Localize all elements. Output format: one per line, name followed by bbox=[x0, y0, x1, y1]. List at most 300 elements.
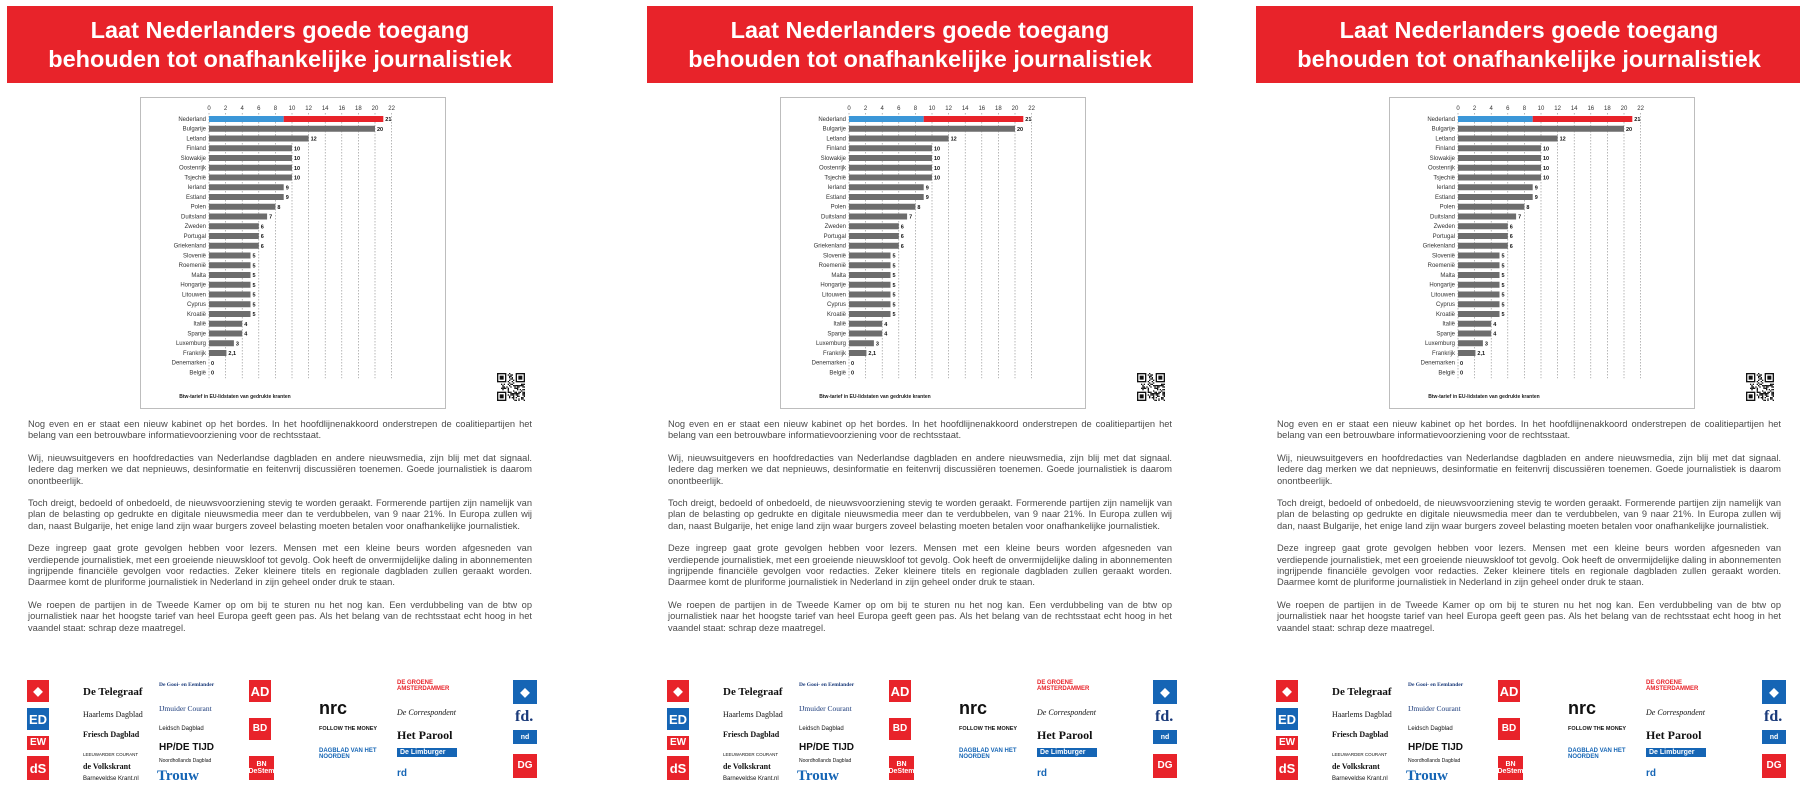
logo-fd: fd. bbox=[515, 708, 534, 725]
x-tick-label: 8 bbox=[1522, 106, 1527, 112]
bar bbox=[849, 184, 924, 190]
x-tick-label: 14 bbox=[321, 106, 329, 112]
logo-blue-crest: ◆ bbox=[1153, 680, 1177, 704]
category-label: Frankrijk bbox=[182, 350, 206, 357]
value-label: 9 bbox=[1534, 185, 1538, 192]
logo-leeuwarder-courant: LEEUWARDER COURANT bbox=[83, 752, 139, 757]
value-label: 10 bbox=[934, 146, 941, 153]
value-label: 5 bbox=[1501, 302, 1505, 309]
logo-blue-crest: ◆ bbox=[1762, 680, 1786, 704]
bar bbox=[209, 165, 292, 171]
qr-code-icon bbox=[497, 373, 525, 401]
logo-barneveldse-krant: Barneveldse Krant.nl bbox=[1332, 776, 1388, 782]
bar bbox=[1458, 292, 1500, 298]
category-label: Oostenrijk bbox=[818, 165, 846, 172]
category-label: Denemarken bbox=[811, 360, 846, 367]
value-label: 6 bbox=[1509, 234, 1513, 240]
category-label: Letland bbox=[826, 136, 846, 143]
x-tick-label: 20 bbox=[1620, 106, 1628, 112]
article-body bbox=[668, 419, 1172, 645]
category-label: Frankrijk bbox=[1431, 350, 1455, 357]
logo-ew: EW bbox=[667, 736, 689, 750]
category-label: Duitsland bbox=[1429, 214, 1455, 221]
logo-het-parool: Het Parool bbox=[1037, 728, 1093, 742]
bar bbox=[209, 214, 267, 220]
value-label: 3 bbox=[235, 341, 239, 348]
logo-leidsch-dagblad: Leidsch Dagblad bbox=[1408, 726, 1453, 732]
bar bbox=[1458, 126, 1624, 132]
value-label: 10 bbox=[1543, 146, 1550, 153]
value-label: 20 bbox=[1017, 126, 1024, 133]
x-tick-label: 10 bbox=[288, 106, 296, 112]
value-label: 6 bbox=[900, 234, 904, 240]
bar bbox=[1458, 331, 1491, 337]
headline-line-2: behouden tot onafhankelijke journalistiek bbox=[1297, 45, 1761, 72]
category-label: Zweden bbox=[184, 224, 206, 231]
bar bbox=[209, 233, 259, 239]
logo-nrc: nrc bbox=[959, 698, 988, 718]
logo-bd: BD bbox=[1498, 718, 1520, 740]
bar-current-rate bbox=[209, 116, 284, 122]
headline-line-1: Laat Nederlanders goede toegang bbox=[90, 16, 470, 43]
bar bbox=[1458, 214, 1516, 220]
bar bbox=[1458, 194, 1533, 200]
bar bbox=[1458, 243, 1508, 249]
value-label: 5 bbox=[892, 302, 896, 309]
value-label: 10 bbox=[294, 156, 301, 162]
value-label: 5 bbox=[252, 302, 256, 309]
logo-ds: dS bbox=[667, 756, 689, 780]
bar bbox=[209, 311, 251, 317]
bar bbox=[849, 155, 932, 161]
x-tick-label: 10 bbox=[928, 106, 936, 112]
logo-friesch-dagblad: Friesch Dagblad bbox=[1332, 730, 1389, 739]
value-label: 10 bbox=[1543, 156, 1550, 162]
logo-ad: AD bbox=[889, 680, 911, 702]
bar bbox=[1458, 136, 1558, 142]
bar bbox=[849, 340, 874, 346]
bar bbox=[849, 126, 1015, 132]
category-label: Frankrijk bbox=[822, 350, 846, 357]
x-tick-label: 8 bbox=[273, 106, 278, 112]
article-paragraph-4: Deze ingreep gaat grote gevolgen hebben voor lezers. Mensen met een kleine beurs worden afgesneden van verdiepende journalistiek, met een groeiende nieuwskloof tot gevolg. Ook heeft de onvermijdelijke daling in abonnementen ingrijpende financiële gevolgen voor redacties. Zeker kleinere titels en regionale dagbladen zullen geraakt worden. Daarmee komt de pluriforme journalistiek in Nederland in zijn geheel onder druk te staan. bbox=[668, 543, 1172, 588]
bar bbox=[1458, 321, 1491, 327]
category-label: België bbox=[1438, 370, 1455, 377]
category-label: Slowakije bbox=[820, 155, 846, 162]
logo-ew: EW bbox=[1276, 736, 1298, 750]
value-label: 6 bbox=[260, 243, 264, 250]
bar bbox=[849, 350, 866, 356]
logo-follow-the-money: FOLLOW THE MONEY bbox=[959, 726, 1018, 732]
headline-line-1: Laat Nederlanders goede toegang bbox=[730, 16, 1110, 43]
category-label: Bulgarije bbox=[822, 126, 846, 133]
bar bbox=[849, 204, 915, 210]
logo-telegraaf: De Telegraaf bbox=[83, 686, 143, 698]
logo-dg: DG bbox=[1762, 754, 1786, 778]
article-paragraph-5: We roepen de partijen in de Tweede Kamer op om bij te sturen nu het nog kan. Een verdubbeling van de btw op journalistiek naar het hoogste tarief van heel Europa geeft geen pas. Als het belang van de rechtsstaat echt hoog in het vaandel staat: schrap deze maatregel. bbox=[28, 599, 532, 633]
category-label: Zweden bbox=[1433, 224, 1455, 231]
value-label: 8 bbox=[917, 204, 921, 211]
bar bbox=[1458, 262, 1500, 268]
logo-red-crest: ◆ bbox=[27, 680, 49, 702]
bar bbox=[209, 350, 226, 356]
value-label: 12 bbox=[1559, 136, 1566, 143]
logo-gooi-eemlander: De Gooi- en Eemlander bbox=[799, 682, 855, 688]
logo-volkskrant: de Volkskrant bbox=[83, 762, 131, 771]
logo-telegraaf: De Telegraaf bbox=[723, 686, 783, 698]
category-label: Spanje bbox=[827, 331, 846, 338]
bar bbox=[209, 243, 259, 249]
category-label: Griekenland bbox=[1422, 243, 1455, 250]
logo-dagblad-van-het-noorden: DAGBLAD VAN HET NOORDEN bbox=[959, 748, 1017, 761]
logo-limburger: De Limburger bbox=[397, 748, 457, 757]
x-tick-label: 18 bbox=[355, 106, 362, 112]
bar bbox=[849, 321, 882, 327]
category-label: Portugal bbox=[183, 233, 206, 240]
logo-haarlems-dagblad: Haarlems Dagblad bbox=[1332, 710, 1392, 719]
category-label: Polen bbox=[190, 204, 206, 211]
logo-groene-amsterdammer: DE GROENE AMSTERDAMMER bbox=[1646, 680, 1699, 693]
x-tick-label: 4 bbox=[1489, 106, 1493, 112]
category-label: Ierland bbox=[187, 185, 206, 192]
category-label: Cyprus bbox=[826, 302, 846, 309]
ad-panel-3 bbox=[1256, 0, 1800, 800]
value-label: 7 bbox=[269, 214, 273, 221]
bar bbox=[209, 145, 292, 151]
x-tick-label: 8 bbox=[913, 106, 918, 112]
bar bbox=[849, 262, 891, 268]
logo-red-crest: ◆ bbox=[1276, 680, 1298, 702]
logo-rd: rd bbox=[1646, 768, 1656, 779]
article-paragraph-2: Wij, nieuwsuitgevers en hoofdredacties van Nederlandse dagbladen en andere nieuwsmedia, zijn blij met dat signaal. Iedere dag merken we dat nepnieuws, desinformatie en feitenvrij discussiëren toenemen. Goede journalistiek is daarom onontbeerlijk. bbox=[1277, 452, 1781, 486]
category-label: Slowakije bbox=[180, 155, 206, 162]
bar bbox=[209, 136, 309, 142]
logo-dagblad-van-het-noorden: DAGBLAD VAN HET NOORDEN bbox=[319, 748, 377, 761]
category-label: Portugal bbox=[823, 233, 846, 240]
value-label: 5 bbox=[1501, 292, 1505, 299]
article-paragraph-5: We roepen de partijen in de Tweede Kamer op om bij te sturen nu het nog kan. Een verdubbeling van de btw op journalistiek naar het hoogste tarief van heel Europa geeft geen pas. Als het belang van de rechtsstaat echt hoog in het vaandel staat: schrap deze maatregel. bbox=[668, 599, 1172, 633]
x-tick-label: 12 bbox=[305, 106, 312, 112]
x-tick-label: 22 bbox=[1637, 106, 1644, 112]
bar bbox=[1458, 165, 1541, 171]
bar bbox=[1458, 233, 1508, 239]
bar-planned-increase bbox=[1533, 116, 1633, 122]
bar bbox=[849, 311, 891, 317]
value-label: 5 bbox=[252, 273, 256, 279]
bar bbox=[1458, 155, 1541, 161]
article-paragraph-2: Wij, nieuwsuitgevers en hoofdredacties van Nederlandse dagbladen en andere nieuwsmedia, zijn blij met dat signaal. Iedere dag merken we dat nepnieuws, desinformatie en feitenvrij discussiëren toenemen. Goede journalistiek is daarom onontbeerlijk. bbox=[28, 452, 532, 486]
logo-correspondent: De Correspondent bbox=[1646, 708, 1706, 717]
logo-het-parool: Het Parool bbox=[397, 728, 453, 742]
logo-trouw: Trouw bbox=[1406, 768, 1448, 784]
logo-volkskrant: de Volkskrant bbox=[723, 762, 771, 771]
value-label: 2,1 bbox=[228, 351, 237, 357]
bar bbox=[209, 321, 242, 327]
logo-leidsch-dagblad: Leidsch Dagblad bbox=[799, 726, 844, 732]
x-tick-label: 14 bbox=[1570, 106, 1578, 112]
bar bbox=[1458, 253, 1500, 259]
article-paragraph-2: Wij, nieuwsuitgevers en hoofdredacties van Nederlandse dagbladen en andere nieuwsmedia, zijn blij met dat signaal. Iedere dag merken we dat nepnieuws, desinformatie en feitenvrij discussiëren toenemen. Goede journalistiek is daarom onontbeerlijk. bbox=[668, 452, 1172, 486]
logo-ds: dS bbox=[1276, 756, 1298, 780]
bar bbox=[209, 184, 284, 190]
category-label: Italië bbox=[1442, 321, 1455, 328]
category-label: Luxemburg bbox=[175, 341, 206, 348]
value-label: 4 bbox=[1493, 331, 1497, 338]
category-label: Bulgarije bbox=[182, 126, 206, 133]
x-axis-label: Btw-tarief in EU-lidstaten van gedrukte kranten bbox=[819, 394, 931, 400]
x-tick-label: 2 bbox=[1472, 106, 1477, 112]
value-label: 6 bbox=[900, 243, 904, 250]
bar-planned-increase bbox=[924, 116, 1024, 122]
logo-ijmuider-courant: IJmuider Courant bbox=[799, 704, 852, 713]
ad-panel-1 bbox=[7, 0, 563, 800]
value-label: 0 bbox=[211, 360, 215, 367]
x-tick-label: 0 bbox=[207, 106, 211, 112]
bar bbox=[849, 175, 932, 181]
logo-correspondent: De Correspondent bbox=[1037, 708, 1097, 717]
logo-hp-de-tijd: HP/DE TIJD bbox=[1408, 742, 1464, 753]
bar bbox=[209, 301, 251, 307]
value-label: 6 bbox=[1509, 224, 1513, 231]
bar bbox=[849, 194, 924, 200]
value-label: 2,1 bbox=[868, 351, 877, 357]
bar bbox=[209, 223, 259, 229]
value-label: 21 bbox=[1025, 117, 1032, 123]
value-label: 10 bbox=[1543, 175, 1550, 182]
category-label: Nederland bbox=[1427, 116, 1455, 123]
logo-ed: ED bbox=[667, 708, 689, 730]
headline-banner bbox=[647, 6, 1193, 83]
logo-limburger: De Limburger bbox=[1037, 748, 1097, 757]
bar bbox=[1458, 350, 1475, 356]
value-label: 9 bbox=[285, 185, 289, 192]
category-label: Slowakije bbox=[1429, 155, 1455, 162]
bar bbox=[849, 253, 891, 259]
headline-line-2: behouden tot onafhankelijke journalistiek bbox=[48, 45, 512, 72]
x-tick-label: 6 bbox=[257, 106, 261, 112]
value-label: 10 bbox=[294, 175, 301, 182]
value-label: 5 bbox=[1501, 282, 1505, 289]
bar bbox=[849, 223, 899, 229]
category-label: Bulgarije bbox=[1431, 126, 1455, 133]
category-label: Letland bbox=[186, 136, 206, 143]
value-label: 8 bbox=[277, 204, 281, 211]
bar bbox=[209, 155, 292, 161]
value-label: 6 bbox=[900, 224, 904, 231]
category-label: Tsjechië bbox=[184, 175, 206, 182]
logo-haarlems-dagblad: Haarlems Dagblad bbox=[83, 710, 143, 719]
x-tick-label: 6 bbox=[897, 106, 901, 112]
category-label: Litouwen bbox=[821, 292, 846, 299]
bar bbox=[209, 175, 292, 181]
value-label: 9 bbox=[285, 195, 289, 201]
value-label: 0 bbox=[1460, 370, 1464, 377]
value-label: 3 bbox=[875, 341, 879, 348]
category-label: Luxemburg bbox=[815, 341, 846, 348]
value-label: 5 bbox=[892, 263, 896, 270]
headline-line-1: Laat Nederlanders goede toegang bbox=[1339, 16, 1719, 43]
bar bbox=[849, 233, 899, 239]
logo-nrc: nrc bbox=[1568, 698, 1597, 718]
article-paragraph-4: Deze ingreep gaat grote gevolgen hebben voor lezers. Mensen met een kleine beurs worden afgesneden van verdiepende journalistiek, met een groeiende nieuwskloof tot gevolg. Ook heeft de onvermijdelijke daling in abonnementen ingrijpende financiële gevolgen voor redacties. Zeker kleinere titels en regionale dagbladen zullen geraakt worden. Daarmee komt de pluriforme journalistiek in Nederland in zijn geheel onder druk te staan. bbox=[28, 543, 532, 588]
logo-nrc: nrc bbox=[319, 698, 348, 718]
logo-blue-crest: ◆ bbox=[513, 680, 537, 704]
category-label: Portugal bbox=[1432, 233, 1455, 240]
category-label: Estland bbox=[825, 194, 846, 201]
category-label: Litouwen bbox=[1430, 292, 1455, 299]
qr-pattern bbox=[1746, 373, 1774, 401]
bar bbox=[1458, 184, 1533, 190]
x-tick-label: 16 bbox=[978, 106, 986, 112]
value-label: 20 bbox=[377, 126, 384, 133]
value-label: 9 bbox=[925, 195, 929, 201]
logo-noordhollands-dagblad: Noordhollands Dagblad bbox=[159, 758, 212, 764]
x-tick-label: 22 bbox=[388, 106, 395, 112]
bar-current-rate bbox=[849, 116, 924, 122]
category-label: Oostenrijk bbox=[1427, 165, 1455, 172]
category-label: Finland bbox=[1435, 146, 1455, 153]
value-label: 9 bbox=[925, 185, 929, 192]
category-label: Italië bbox=[193, 321, 206, 328]
value-label: 21 bbox=[1634, 117, 1641, 123]
logo-bndestem: BN DeStem bbox=[1498, 756, 1523, 780]
logo-ed: ED bbox=[27, 708, 49, 730]
logo-het-parool: Het Parool bbox=[1646, 728, 1702, 742]
logo-fd: fd. bbox=[1764, 708, 1783, 725]
bar bbox=[1458, 282, 1500, 288]
logo-groene-amsterdammer: DE GROENE AMSTERDAMMER bbox=[1037, 680, 1090, 693]
bar bbox=[209, 340, 234, 346]
category-label: Griekenland bbox=[173, 243, 206, 250]
vat-bar-chart bbox=[1390, 98, 1694, 408]
bar bbox=[849, 292, 891, 298]
publisher-logos bbox=[667, 680, 1177, 790]
value-label: 5 bbox=[1501, 253, 1505, 260]
value-label: 0 bbox=[851, 370, 855, 377]
value-label: 6 bbox=[1509, 243, 1513, 250]
logo-ad: AD bbox=[249, 680, 271, 702]
value-label: 7 bbox=[1518, 214, 1522, 221]
category-label: Nederland bbox=[818, 116, 846, 123]
x-tick-label: 12 bbox=[1554, 106, 1561, 112]
logo-haarlems-dagblad: Haarlems Dagblad bbox=[723, 710, 783, 719]
category-label: Roemenië bbox=[818, 263, 846, 270]
value-label: 5 bbox=[892, 282, 896, 289]
value-label: 5 bbox=[1501, 312, 1505, 318]
qr-pattern bbox=[497, 373, 525, 401]
value-label: 5 bbox=[1501, 273, 1505, 279]
bar-current-rate bbox=[1458, 116, 1533, 122]
bar bbox=[209, 194, 284, 200]
logo-noordhollands-dagblad: Noordhollands Dagblad bbox=[1408, 758, 1461, 764]
logo-limburger: De Limburger bbox=[1646, 748, 1706, 757]
bar bbox=[1458, 311, 1500, 317]
category-label: Spanje bbox=[187, 331, 206, 338]
logo-nd: nd bbox=[513, 730, 537, 744]
publisher-logos bbox=[27, 680, 537, 790]
category-label: Malta bbox=[831, 272, 846, 279]
value-label: 0 bbox=[211, 370, 215, 377]
category-label: België bbox=[189, 370, 206, 377]
article-paragraph-1: Nog even en er staat een nieuw kabinet op het bordes. In het hoofdlijnenakkoord onderstrepen de coalitiepartijen het belang van een betrouwbare informatievoorziening voor de rechtsstaat. bbox=[28, 419, 532, 441]
x-tick-label: 14 bbox=[961, 106, 969, 112]
logo-fd: fd. bbox=[1155, 708, 1174, 725]
x-tick-label: 18 bbox=[995, 106, 1002, 112]
logo-dagblad-van-het-noorden: DAGBLAD VAN HET NOORDEN bbox=[1568, 748, 1626, 761]
value-label: 10 bbox=[934, 156, 941, 162]
x-tick-label: 4 bbox=[880, 106, 884, 112]
x-tick-label: 16 bbox=[1587, 106, 1595, 112]
bar bbox=[849, 243, 899, 249]
logo-hp-de-tijd: HP/DE TIJD bbox=[799, 742, 855, 753]
category-label: Hongarije bbox=[1429, 282, 1455, 289]
article-paragraph-3: Toch dreigt, bedoeld of onbedoeld, de nieuwsvoorziening stevig te worden geraakt. Formerende partijen zijn namelijk van plan de belasting op gedrukte en digitale nieuwsmedia meer dan te verdubbelen, van 9 naar 21%. In Europa zullen wij dan, naast Bulgarije, het enige land zijn waar burgers zoveel belasting moeten betalen voor onafhankelijke journalistiek. bbox=[668, 498, 1172, 531]
bar bbox=[209, 272, 251, 278]
category-label: Denemarken bbox=[171, 360, 206, 367]
x-tick-label: 4 bbox=[240, 106, 244, 112]
article-paragraph-3: Toch dreigt, bedoeld of onbedoeld, de nieuwsvoorziening stevig te worden geraakt. Formerende partijen zijn namelijk van plan de belasting op gedrukte en digitale nieuwsmedia meer dan te verdubbelen, van 9 naar 21%. In Europa zullen wij dan, naast Bulgarije, het enige land zijn waar burgers zoveel belasting moeten betalen voor onafhankelijke journalistiek. bbox=[1277, 498, 1781, 531]
logo-hp-de-tijd: HP/DE TIJD bbox=[159, 742, 215, 753]
logo-ed: ED bbox=[1276, 708, 1298, 730]
logo-dg: DG bbox=[1153, 754, 1177, 778]
bar bbox=[1458, 223, 1508, 229]
headline-line-2: behouden tot onafhankelijke journalistiek bbox=[688, 45, 1152, 72]
logo-groene-amsterdammer: DE GROENE AMSTERDAMMER bbox=[397, 680, 450, 693]
value-label: 5 bbox=[252, 263, 256, 270]
bar-planned-increase bbox=[284, 116, 384, 122]
vat-chart bbox=[780, 97, 1086, 409]
category-label: Luxemburg bbox=[1424, 341, 1455, 348]
category-label: Hongarije bbox=[180, 282, 206, 289]
logo-bd: BD bbox=[249, 718, 271, 740]
category-label: Ierland bbox=[827, 185, 846, 192]
category-label: Estland bbox=[1434, 194, 1455, 201]
logo-leeuwarder-courant: LEEUWARDER COURANT bbox=[723, 752, 779, 757]
article-paragraph-1: Nog even en er staat een nieuw kabinet op het bordes. In het hoofdlijnenakkoord onderstrepen de coalitiepartijen het belang van een betrouwbare informatievoorziening voor de rechtsstaat. bbox=[1277, 419, 1781, 441]
bar bbox=[1458, 340, 1483, 346]
logo-friesch-dagblad: Friesch Dagblad bbox=[723, 730, 780, 739]
value-label: 4 bbox=[884, 331, 888, 338]
value-label: 4 bbox=[1493, 321, 1497, 328]
category-label: Tsjechië bbox=[1433, 175, 1455, 182]
value-label: 6 bbox=[260, 224, 264, 231]
logo-trouw: Trouw bbox=[797, 768, 839, 784]
x-tick-label: 20 bbox=[371, 106, 379, 112]
value-label: 5 bbox=[252, 312, 256, 318]
category-label: Malta bbox=[1440, 272, 1455, 279]
category-label: Oostenrijk bbox=[178, 165, 206, 172]
bar bbox=[1458, 272, 1500, 278]
bar bbox=[1458, 175, 1541, 181]
category-label: Polen bbox=[830, 204, 846, 211]
logo-leeuwarder-courant: LEEUWARDER COURANT bbox=[1332, 752, 1388, 757]
logo-ds: dS bbox=[27, 756, 49, 780]
x-tick-label: 0 bbox=[847, 106, 851, 112]
value-label: 20 bbox=[1626, 126, 1633, 133]
x-tick-label: 6 bbox=[1506, 106, 1510, 112]
bar bbox=[1458, 204, 1524, 210]
logo-bndestem: BN DeStem bbox=[889, 756, 914, 780]
value-label: 12 bbox=[950, 136, 957, 143]
category-label: België bbox=[829, 370, 846, 377]
logo-nd: nd bbox=[1153, 730, 1177, 744]
qr-pattern bbox=[1137, 373, 1165, 401]
bar bbox=[209, 331, 242, 337]
value-label: 10 bbox=[934, 175, 941, 182]
headline-banner bbox=[7, 6, 553, 83]
bar bbox=[209, 204, 275, 210]
vat-chart bbox=[1389, 97, 1695, 409]
